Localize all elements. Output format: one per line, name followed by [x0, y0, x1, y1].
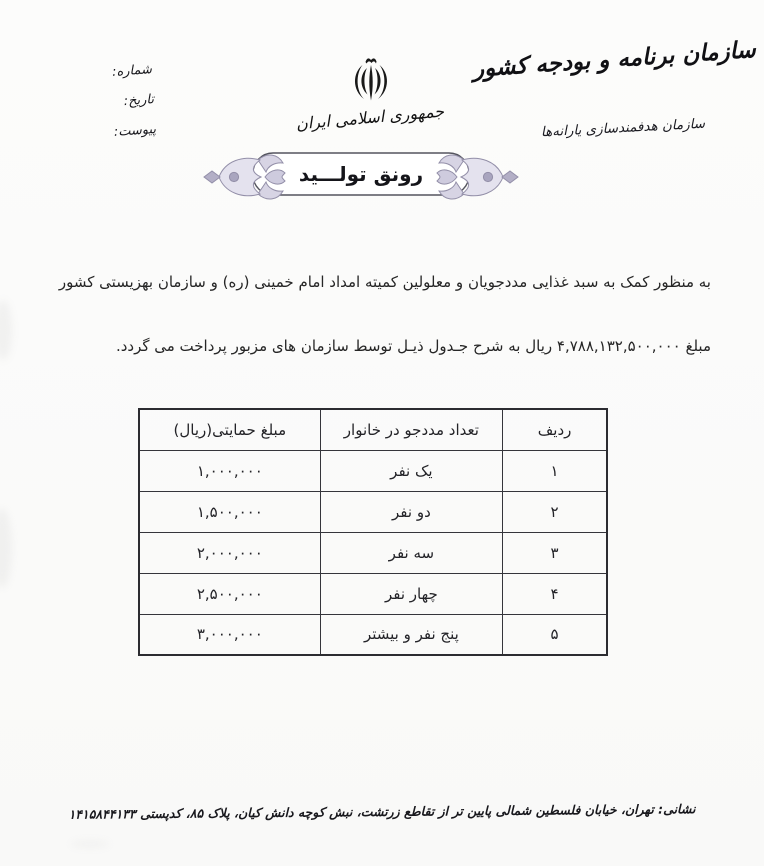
emblem-block: [340, 54, 402, 106]
table-row: [139, 614, 607, 655]
table-row: [139, 573, 607, 614]
scan-artifact: [70, 840, 110, 848]
reference-field-label: پیوست:: [113, 121, 157, 140]
household-size-cell: دو نفر: [320, 491, 503, 532]
row-number-cell: ۵: [503, 614, 607, 655]
table-row: [139, 532, 607, 573]
support-amount-cell: ۲,۰۰۰,۰۰۰: [139, 532, 320, 573]
household-size-cell: پنج نفر و بیشتر: [320, 614, 503, 655]
column-header: تعداد مددجو در خانوار: [320, 409, 503, 450]
reference-field-label: شماره:: [111, 62, 153, 80]
reference-fields: [95, 62, 156, 141]
year-slogan-banner: [203, 146, 519, 208]
support-amount-cell: ۳,۰۰۰,۰۰۰: [139, 614, 320, 655]
household-size-cell: یک نفر: [320, 450, 503, 491]
support-table-header-row: [139, 409, 607, 450]
support-amount-cell: ۲,۵۰۰,۰۰۰: [139, 573, 320, 614]
scan-artifact: [0, 508, 12, 588]
emblem-caption: جمهوری اسلامی ایران: [295, 101, 445, 134]
support-table-body: [139, 450, 607, 655]
iran-emblem-icon: [346, 54, 396, 106]
org-secondary-title: سازمان هدفمندسازی یارانه‌ها: [540, 115, 706, 141]
row-number-cell: ۴: [503, 573, 607, 614]
household-size-cell: چهار نفر: [320, 573, 503, 614]
body-paragraph-line-2: مبلغ ۴,۷۸۸,۱۳۲,۵۰۰,۰۰۰ ریال به شرح جـدول ذیـل توسط سازمان های مزبور پرداخت می گردد.: [115, 337, 711, 355]
reference-field-label: تاریخ:: [123, 92, 155, 110]
address-line: نشانی: تهران، خیابان فلسطین شمالی پایین تر از تقاطع زرتشت، نبش کوچه دانش کیان، پلاک ۸۵، کدپستی ۱۴۱۵۸۴۴۱۳۳: [68, 801, 696, 822]
support-amount-cell: ۱,۵۰۰,۰۰۰: [139, 491, 320, 532]
table-row: [139, 450, 607, 491]
row-number-cell: ۲: [503, 491, 607, 532]
table-row: [139, 491, 607, 532]
org-primary-title: سازمان برنامه و بودجه کشور: [472, 36, 757, 83]
support-amount-cell: ۱,۰۰۰,۰۰۰: [139, 450, 320, 491]
row-number-cell: ۱: [503, 450, 607, 491]
year-slogan-text: رونق تولـــید: [298, 162, 424, 186]
column-header: مبلغ حمایتی(ریال): [139, 409, 320, 450]
household-size-cell: سه نفر: [320, 532, 503, 573]
row-number-cell: ۳: [503, 532, 607, 573]
column-header: ردیف: [503, 409, 607, 450]
scan-artifact: [0, 300, 12, 360]
support-amount-table: [138, 408, 608, 656]
body-paragraph-line-1: به منظور کمک به سبد غذایی مددجویان و معلولین کمیته امداد امام خمینی (ره) و سازمان بهزیستی کشور: [58, 273, 711, 291]
